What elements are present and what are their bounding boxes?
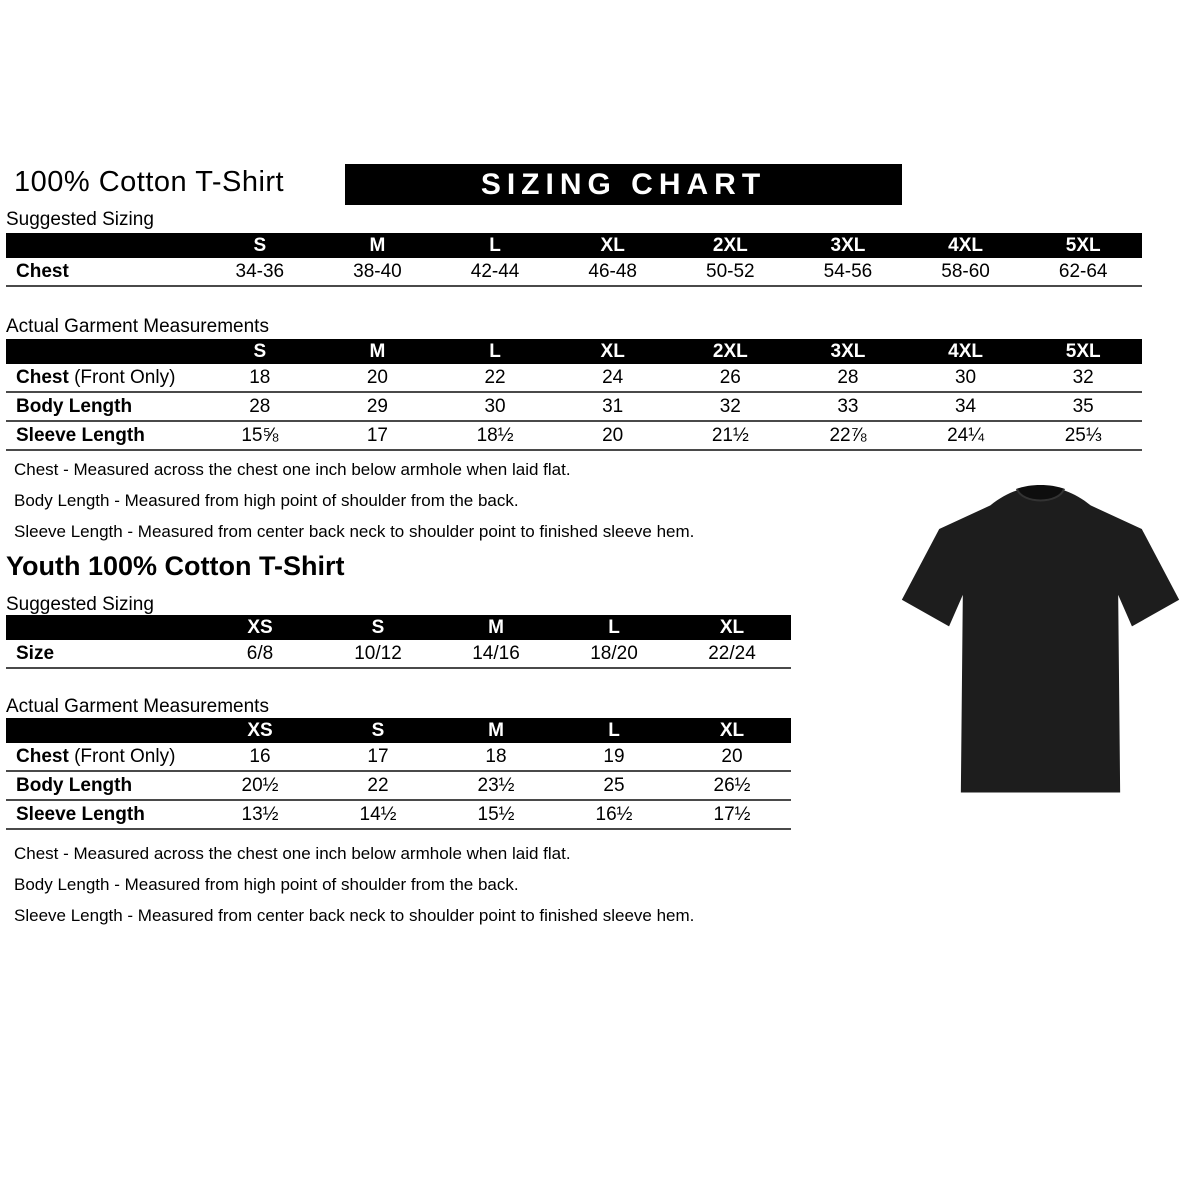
size-value-cell: 42-44 bbox=[470, 260, 520, 282]
size-column-header: 5XL bbox=[1065, 340, 1101, 362]
size-column-header: S bbox=[371, 616, 385, 638]
size-value-cell: 29 bbox=[366, 395, 388, 417]
size-column-header: 4XL bbox=[948, 234, 983, 256]
size-column-header: L bbox=[489, 340, 501, 362]
table-header-row bbox=[6, 615, 791, 640]
size-column-header: XL bbox=[600, 340, 625, 362]
sizing-chart-banner-text: SIZING CHART bbox=[480, 167, 767, 201]
youth-note-chest: Chest - Measured across the chest one inch below armhole when laid flat. bbox=[14, 844, 571, 863]
size-value-cell: 58-60 bbox=[941, 260, 990, 282]
row-label: Body Length bbox=[16, 774, 133, 796]
size-value-cell: 30 bbox=[954, 366, 977, 388]
youth-notes bbox=[14, 844, 694, 937]
size-column-header: M bbox=[369, 340, 386, 362]
size-value-cell: 19 bbox=[603, 745, 625, 767]
size-value-cell: 15⅝ bbox=[241, 424, 279, 446]
size-value-cell: 21½ bbox=[711, 424, 749, 446]
size-value-cell: 18½ bbox=[476, 424, 514, 446]
sizing-chart-banner bbox=[345, 164, 902, 205]
size-column-header: 2XL bbox=[712, 340, 748, 362]
tshirt-icon bbox=[893, 477, 1188, 817]
table-header-row bbox=[6, 339, 1142, 364]
size-column-header: 3XL bbox=[830, 234, 866, 256]
youth-actual-measurements-table bbox=[6, 718, 791, 830]
size-column-header: S bbox=[253, 234, 267, 256]
size-value-cell: 34-36 bbox=[235, 260, 285, 282]
size-value-cell: 32 bbox=[1072, 366, 1094, 388]
size-value-cell: 18 bbox=[249, 366, 271, 388]
adult-note-body-length: Body Length - Measured from high point of shoulder from the back. bbox=[14, 491, 519, 510]
size-value-cell: 17 bbox=[366, 424, 388, 446]
size-value-cell: 50-52 bbox=[706, 260, 755, 282]
size-value-cell: 17½ bbox=[713, 803, 751, 825]
size-column-header: XS bbox=[247, 719, 273, 741]
youth-note-body-length: Body Length - Measured from high point of shoulder from the back. bbox=[14, 875, 519, 894]
youth-actual-measurements-label: Actual Garment Measurements bbox=[6, 696, 269, 717]
size-column-header: 4XL bbox=[948, 340, 983, 362]
size-value-cell: 16½ bbox=[595, 803, 633, 825]
size-column-header: L bbox=[489, 234, 501, 256]
size-value-cell: 20 bbox=[366, 366, 388, 388]
size-value-cell: 28 bbox=[837, 366, 859, 388]
row-label: Chest (Front Only) bbox=[16, 745, 176, 767]
size-column-header: 2XL bbox=[712, 234, 748, 256]
size-value-cell: 25⅓ bbox=[1064, 424, 1102, 446]
table-row bbox=[6, 422, 1142, 451]
size-column-header: 5XL bbox=[1065, 234, 1101, 256]
size-value-cell: 31 bbox=[602, 395, 624, 417]
youth-note-sleeve-length: Sleeve Length - Measured from center back neck to shoulder point to finished sleeve hem. bbox=[14, 906, 695, 925]
size-value-cell: 25 bbox=[603, 774, 625, 796]
size-value-cell: 22 bbox=[367, 774, 389, 796]
size-column-header: XS bbox=[247, 616, 273, 638]
size-column-header: S bbox=[371, 719, 385, 741]
size-value-cell: 22⅞ bbox=[829, 424, 867, 446]
size-column-header: XL bbox=[719, 616, 745, 638]
size-value-cell: 28 bbox=[249, 395, 271, 417]
size-value-cell: 32 bbox=[719, 395, 741, 417]
size-column-header: L bbox=[608, 719, 620, 741]
table-row bbox=[6, 393, 1142, 422]
size-value-cell: 23½ bbox=[477, 774, 515, 796]
size-value-cell: 54-56 bbox=[823, 260, 873, 282]
size-value-cell: 20 bbox=[721, 745, 743, 767]
adult-note-chest: Chest - Measured across the chest one inch below armhole when laid flat. bbox=[14, 460, 571, 479]
page-title: 100% Cotton T-Shirt bbox=[14, 166, 285, 198]
size-value-cell: 13½ bbox=[241, 803, 279, 825]
size-column-header: XL bbox=[719, 719, 745, 741]
table-row bbox=[6, 772, 791, 801]
size-column-header: M bbox=[488, 616, 504, 638]
size-value-cell: 46-48 bbox=[588, 260, 637, 282]
size-value-cell: 20½ bbox=[241, 774, 279, 796]
adult-note-sleeve-length: Sleeve Length - Measured from center back neck to shoulder point to finished sleeve hem. bbox=[14, 522, 695, 541]
size-column-header: L bbox=[608, 616, 620, 638]
row-label: Size bbox=[16, 642, 55, 664]
row-label: Sleeve Length bbox=[16, 424, 145, 446]
table-row bbox=[6, 640, 791, 669]
adult-notes bbox=[14, 460, 694, 553]
size-column-header: M bbox=[369, 234, 386, 256]
size-value-cell: 18 bbox=[485, 745, 507, 767]
size-column-header: S bbox=[253, 340, 267, 362]
size-value-cell: 34 bbox=[954, 395, 977, 417]
size-value-cell: 24 bbox=[602, 366, 624, 388]
size-value-cell: 17 bbox=[367, 745, 389, 767]
size-value-cell: 16 bbox=[249, 745, 271, 767]
size-value-cell: 6/8 bbox=[246, 642, 274, 664]
size-value-cell: 33 bbox=[837, 395, 859, 417]
adult-actual-measurements-label: Actual Garment Measurements bbox=[6, 316, 269, 337]
table-row bbox=[6, 743, 791, 772]
size-column-header: XL bbox=[600, 234, 625, 256]
size-value-cell: 22 bbox=[484, 366, 506, 388]
adult-suggested-sizing-label: Suggested Sizing bbox=[6, 209, 154, 230]
size-value-cell: 14/16 bbox=[472, 642, 520, 664]
size-column-header: 3XL bbox=[830, 340, 866, 362]
size-value-cell: 30 bbox=[484, 395, 506, 417]
size-value-cell: 22/24 bbox=[708, 642, 756, 664]
size-value-cell: 62-64 bbox=[1058, 260, 1108, 282]
row-label: Body Length bbox=[16, 395, 133, 417]
size-value-cell: 14½ bbox=[359, 803, 397, 825]
size-value-cell: 20 bbox=[602, 424, 624, 446]
row-label: Chest bbox=[16, 260, 69, 282]
size-value-cell: 10/12 bbox=[354, 642, 402, 664]
adult-actual-measurements-table bbox=[6, 339, 1142, 451]
size-value-cell: 18/20 bbox=[590, 642, 638, 664]
size-value-cell: 26 bbox=[719, 366, 741, 388]
youth-section-title: Youth 100% Cotton T-Shirt bbox=[6, 551, 345, 581]
size-value-cell: 38-40 bbox=[353, 260, 402, 282]
size-value-cell: 26½ bbox=[713, 774, 751, 796]
table-row bbox=[6, 364, 1142, 393]
table-header-row bbox=[6, 233, 1142, 258]
table-header-row bbox=[6, 718, 791, 743]
row-label: Sleeve Length bbox=[16, 803, 145, 825]
youth-suggested-sizing-table bbox=[6, 615, 791, 669]
size-column-header: M bbox=[488, 719, 504, 741]
row-label: Chest (Front Only) bbox=[16, 366, 176, 388]
adult-suggested-sizing-table bbox=[6, 233, 1142, 287]
tshirt-image bbox=[893, 477, 1188, 817]
table-row bbox=[6, 258, 1142, 287]
size-value-cell: 24¼ bbox=[947, 424, 985, 446]
youth-suggested-sizing-label: Suggested Sizing bbox=[6, 594, 154, 615]
size-value-cell: 35 bbox=[1072, 395, 1094, 417]
table-row bbox=[6, 801, 791, 830]
size-value-cell: 15½ bbox=[477, 803, 515, 825]
